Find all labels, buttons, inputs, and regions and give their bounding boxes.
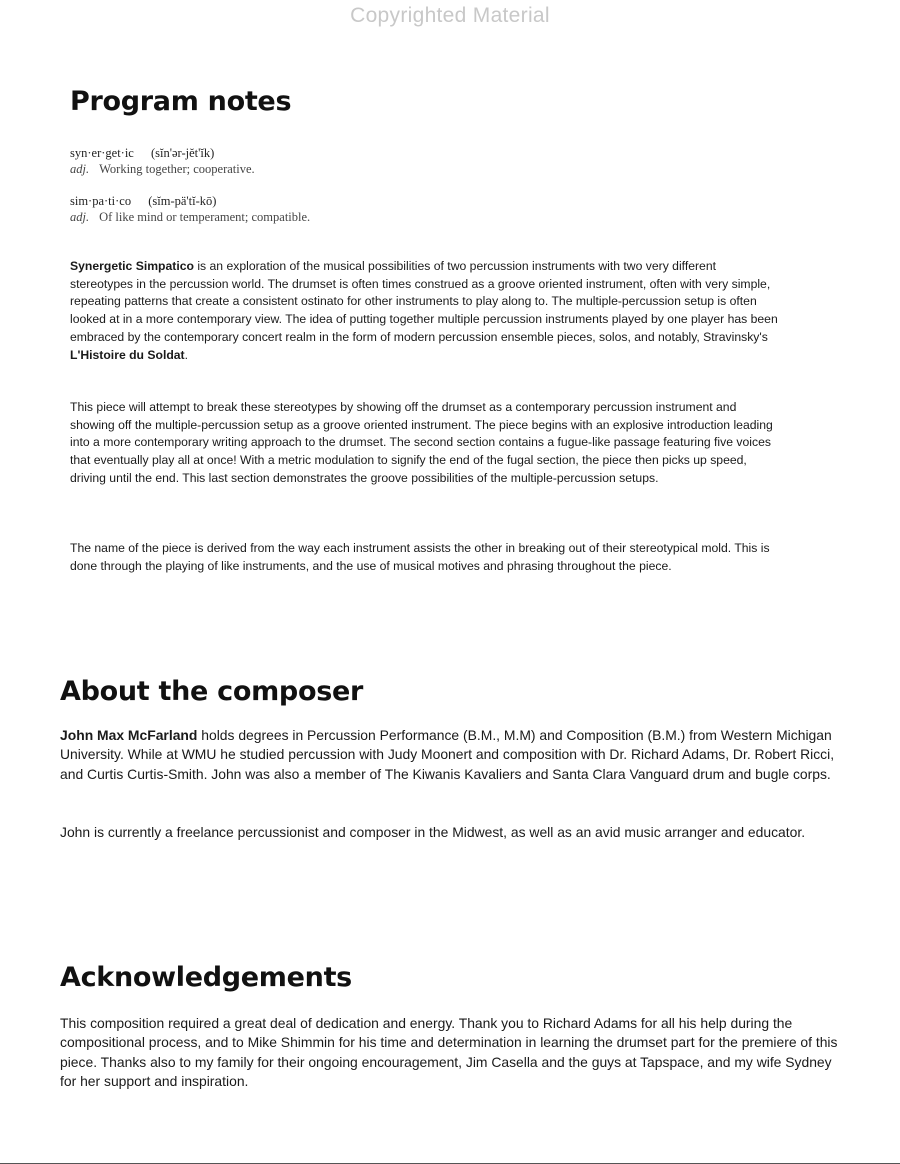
dictionary-pronunciation: (sĭn'ər-jĕt'ĭk) [150,146,215,160]
paragraph-end: . [184,347,189,362]
dictionary-pronunciation: (sĭm-pä'tĭ-kō) [148,194,217,208]
acknowledgements-heading: Acknowledgements [60,962,352,993]
composer-name: John Max McFarland [60,727,198,743]
dictionary-definition: Working together; cooperative. [99,162,255,176]
part-of-speech: adj. [70,162,90,176]
dictionary-definition: Of like mind or temperament; compatible. [99,210,311,224]
program-notes-paragraph: The name of the piece is derived from the way each instrument assists the other in breaking out of their stereotypical mold. This is done through the playing of like instruments, and the use of musical motives and phrasing throughout the piece. [70,541,770,573]
paragraph-text: holds degrees in Percussion Performance (B.M., M.M) and Composition (B.M.) from Western Michigan University. While at WMU he studied percussion with Judy Moonert and composition with Dr. Richard Adams, Dr. Robert Ricci, and Curtis Curtis-Smith. John was also a member of The Kiwanis Kavaliers and Santa Clara Vanguard drum and bugle corps. [60,727,835,782]
paragraph-text: is an exploration of the musical possibilities of two percussion instruments with two very different stereotypes in the percussion world. The drumset is often times construed as a groove oriented instrument, often with very simple, repeating patterns that create a consistent ostinato for other instruments to play along to. The multiple-percussion setup is often looked at in a more contemporary view. The idea of putting together multiple percussion instruments played by one player has been embraced by the contemporary concert realm in the form of modern percussion ensemble pieces, solos, and notably, Stravinsky's [70,259,778,344]
about-composer-paragraph: John is currently a freelance percussionist and composer in the Midwest, as well as an avid music arranger and educator. [60,824,806,840]
part-of-speech: adj. [70,210,90,224]
about-composer-paragraph [60,726,840,784]
about-composer-heading: About the composer [60,676,364,707]
program-notes-paragraph: This piece will attempt to break these stereotypes by showing off the drumset as a contemporary percussion instrument and showing off the multiple-percussion setup as a groove oriented instrument. The piece begins with an explosive introduction leading into a more contemporary writing approach to the drumset. The second section contains a fugue-like passage featuring five voices that eventually play all at once! With a metric modulation to signify the end of the fugal section, the piece then picks up speed, driving until the end. This last section demonstrates the groove possibilities of the multiple-percussion setups. [70,400,773,485]
copyright-watermark: Copyrighted Material [350,4,550,27]
program-notes-paragraph [70,258,782,364]
dictionary-entry [70,145,255,177]
dictionary-term: sim·pa·ti·co [70,194,132,208]
dictionary-entry [70,193,310,225]
acknowledgements-paragraph: This composition required a great deal of dedication and energy. Thank you to Richard Adams for all his help during the compositional process, and to Mike Shimmin for his time and determination in learning the drumset part for the premiere of this piece. Thanks also to my family for their ongoing encouragement, Jim Casella and the guys at Tapspace, and my wife Sydney for her support and inspiration. [60,1015,838,1090]
referenced-work-title: L'Histoire du Soldat [70,347,185,362]
program-notes-heading: Program notes [70,86,292,117]
dictionary-term: syn·er·get·ic [70,146,134,160]
piece-title: Synergetic Simpatico [70,259,194,273]
